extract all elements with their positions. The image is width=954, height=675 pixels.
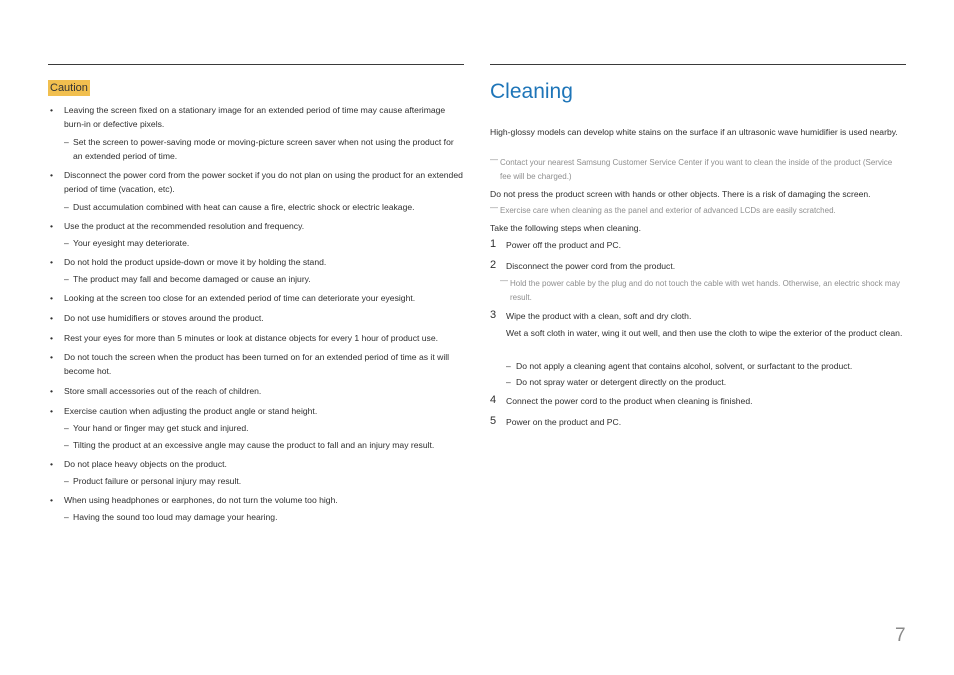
bullet-mark: •: [50, 221, 54, 231]
caution-item-text: Do not use humidifiers or stoves around the product.: [64, 313, 264, 323]
dash-mark: –: [64, 238, 69, 248]
top-rule-left: [48, 64, 464, 65]
plug-note: [500, 277, 900, 305]
caution-subitem: [64, 438, 462, 452]
steps-intro: Take the following steps when cleaning.: [490, 223, 641, 233]
caution-item-text: Do not touch the screen when the product has been turned on for an extended period of time as it will become hot.: [64, 352, 450, 376]
page-number: 7: [895, 625, 906, 646]
bullet-mark: •: [50, 333, 54, 343]
caution-item-text: Rest your eyes for more than 5 minutes or look at distance objects for every 1 hour of product use.: [64, 333, 439, 343]
caution-item-text: Store small accessories out of the reach of children.: [64, 386, 262, 396]
bullet-mark: •: [50, 352, 54, 362]
dash-mark: –: [64, 423, 69, 433]
cleaning-step: [490, 259, 908, 273]
section-title: Cleaning: [490, 80, 573, 103]
dash-mark: –: [64, 137, 69, 147]
plug-note-text: Hold the power cable by the plug and do not touch the cable with wet hands. Otherwise, an electric shock may result.: [510, 279, 900, 302]
caution-item: [48, 255, 464, 269]
dash-mark: –: [64, 202, 69, 212]
caution-subitem: [64, 510, 462, 524]
caution-item-text: Looking at the screen too close for an extended period of time can deteriorate your eyesight.: [64, 293, 416, 303]
bullet-mark: •: [50, 459, 54, 469]
bullet-mark: •: [50, 495, 54, 505]
dash-mark: –: [64, 440, 69, 450]
scratch-note: [490, 204, 900, 218]
caution-item: [48, 404, 464, 418]
step-text: Power on the product and PC.: [506, 417, 622, 427]
caution-item: [48, 291, 464, 305]
caution-item: [48, 493, 464, 507]
service-note-text: Contact your nearest Samsung Customer Service Center if you want to clean the inside of the product (Service fee will be charged.): [500, 158, 893, 181]
warning-paragraph: Do not press the product screen with hands or other objects. There is a risk of damaging the screen.: [490, 189, 871, 199]
caution-item: [48, 331, 464, 345]
step-text: Power off the product and PC.: [506, 240, 621, 250]
caution-subitem-text: Dust accumulation combined with heat can cause a fire, electric shock or electric leakage.: [73, 202, 415, 212]
caution-subitem-text: Product failure or personal injury may result.: [73, 476, 242, 486]
dash-mark: –: [64, 512, 69, 522]
caution-item: [48, 384, 464, 398]
step-subitem-text: Do not spray water or detergent directly on the product.: [516, 377, 727, 387]
bullet-mark: •: [50, 386, 54, 396]
step-text: Wipe the product with a clean, soft and dry cloth.: [506, 311, 692, 321]
step-subitem: [506, 359, 906, 373]
step-text: Disconnect the power cord from the product.: [506, 261, 676, 271]
bullet-mark: •: [50, 105, 54, 115]
bullet-mark: •: [50, 257, 54, 267]
intro-paragraph: High-glossy models can develop white stains on the surface if an ultrasonic wave humidifier is used nearby.: [490, 127, 898, 137]
caution-subitem-text: Your hand or finger may get stuck and injured.: [73, 423, 249, 433]
caution-item: [48, 219, 464, 233]
caution-item-text: When using headphones or earphones, do not turn the volume too high.: [64, 495, 338, 505]
caution-subitem-text: Tilting the product at an excessive angle may cause the product to fall and an injury may result.: [73, 440, 435, 450]
caution-subitem: [64, 236, 462, 250]
bullet-mark: •: [50, 293, 54, 303]
caution-subitem-text: Having the sound too loud may damage your hearing.: [73, 512, 278, 522]
caution-subitem: [64, 474, 462, 488]
note-mark: ―: [490, 203, 498, 212]
scratch-note-text: Exercise care when cleaning as the panel and exterior of advanced LCDs are easily scratched.: [500, 206, 836, 215]
caution-item: [48, 103, 464, 131]
cleaning-step: [490, 394, 908, 408]
caution-item-text: Do not hold the product upside-down or move it by holding the stand.: [64, 257, 327, 267]
cleaning-step: [490, 309, 908, 323]
step-number: 2: [490, 259, 497, 271]
cleaning-step: [490, 415, 908, 429]
dash-mark: –: [506, 361, 511, 371]
dash-mark: –: [64, 274, 69, 284]
bullet-mark: •: [50, 406, 54, 416]
caution-item-text: Use the product at the recommended resolution and frequency.: [64, 221, 305, 231]
step-number: 3: [490, 309, 497, 321]
step-text: Connect the power cord to the product when cleaning is finished.: [506, 396, 753, 406]
step-subitem-text: Do not apply a cleaning agent that contains alcohol, solvent, or surfactant to the product.: [516, 361, 853, 371]
caution-item-text: Leaving the screen fixed on a stationary image for an extended period of time may cause afterimage burn-in or defective pixels.: [64, 105, 446, 129]
caution-subitem-text: The product may fall and become damaged or cause an injury.: [73, 274, 311, 284]
caution-subitem-text: Set the screen to power-saving mode or moving-picture screen saver when not using the product for an extended period of time.: [73, 137, 454, 161]
caution-item-text: Exercise caution when adjusting the product angle or stand height.: [64, 406, 318, 416]
caution-item: [48, 311, 464, 325]
step-number: 1: [490, 238, 497, 250]
caution-badge: Caution: [50, 82, 88, 94]
bullet-mark: •: [50, 313, 54, 323]
top-rule-right: [490, 64, 906, 65]
cleaning-step: [490, 238, 908, 252]
note-mark: ―: [500, 276, 508, 285]
caution-item: [48, 457, 464, 471]
step-detail: Wet a soft cloth in water, wing it out well, and then use the cloth to wipe the exterior of the product clean.: [506, 328, 903, 338]
caution-subitem: [64, 272, 462, 286]
service-note: [490, 156, 900, 184]
caution-subitem: [64, 200, 462, 214]
step-subitem: [506, 375, 906, 389]
caution-item: [48, 350, 464, 378]
caution-subitem: [64, 421, 462, 435]
caution-item-text: Disconnect the power cord from the power socket if you do not plan on using the product for an extended period of time (vacation, etc).: [64, 170, 463, 194]
note-mark: ―: [490, 155, 498, 164]
caution-item: [48, 168, 464, 196]
caution-subitem: [64, 135, 462, 163]
caution-item-text: Do not place heavy objects on the product.: [64, 459, 227, 469]
dash-mark: –: [64, 476, 69, 486]
caution-subitem-text: Your eyesight may deteriorate.: [73, 238, 190, 248]
step-number: 4: [490, 394, 497, 406]
step-number: 5: [490, 415, 497, 427]
dash-mark: –: [506, 377, 511, 387]
bullet-mark: •: [50, 170, 54, 180]
